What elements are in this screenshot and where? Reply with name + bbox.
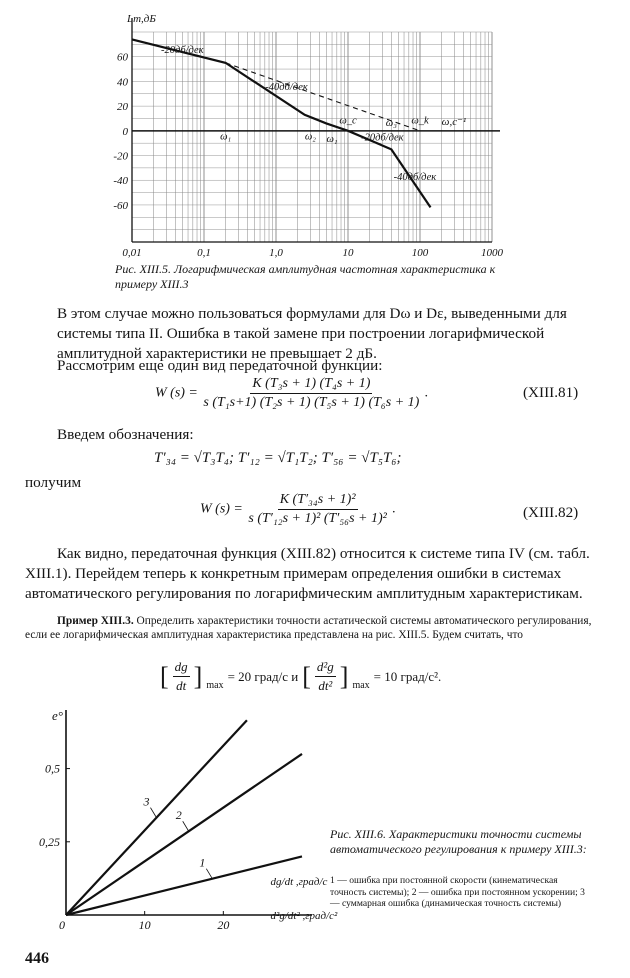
y-axis-label: Lm,дБ xyxy=(127,13,156,25)
cond-f1-num: dg xyxy=(173,659,190,677)
equation-82 xyxy=(200,492,396,527)
x-tick-label: 0,01 xyxy=(122,247,142,259)
fig6-legend: 1 — ошибка при постоянной скорости (кинематическая точность системы); 2 — ошибка при постоянном ускорении; 3 — суммарная ошибка (динамическая точность системы) xyxy=(330,875,585,909)
chart-annotation: -40дб/дек xyxy=(393,172,437,184)
cond-eq-2: = 10 град/с². xyxy=(373,668,442,684)
error-chart xyxy=(30,700,338,955)
eq82-lhs: W (s) = xyxy=(200,501,243,517)
y-tick-label: -60 xyxy=(113,199,128,212)
y-tick-label: 0,25 xyxy=(39,834,60,849)
eq81-numerator: K (T₃s + 1) (T₄s + 1) xyxy=(250,376,372,394)
chart-annotation: -20дб/дек xyxy=(361,132,404,144)
y-tick-label: 40 xyxy=(117,76,128,89)
series-line-3 xyxy=(66,720,247,915)
cond-f2-num: d²g xyxy=(315,659,336,677)
paragraph-4: получим xyxy=(25,474,82,491)
example-paragraph xyxy=(25,615,595,642)
paragraph-1: В этом случае можно пользоваться формулами для Dω и Dε, выведенными для системы типа II. Ошибка в такой замене при построении логарифмической амплитудной характеристики не превышает 2 дБ. xyxy=(57,305,567,362)
x-tick-label: 10 xyxy=(138,918,151,932)
cond-f2-den: dt² xyxy=(318,678,333,693)
eq82-tail: . xyxy=(392,501,396,517)
chart-tick-labels xyxy=(39,762,229,932)
chart-annotations xyxy=(161,45,436,183)
y-tick-label: 60 xyxy=(117,51,128,64)
notation-line: T′₃₄ = √T₃T₄; T′₁₂ = √T₁T₂; T′₅₆ = √T₅T₆; xyxy=(154,450,402,466)
y-tick-label: -40 xyxy=(113,175,128,188)
x-tick-label: 10 xyxy=(342,247,354,259)
x-axis-label-upper: dg/dt ,град/с xyxy=(270,876,328,888)
paragraph-2: Рассмотрим еще один вид передаточной функции: xyxy=(57,357,383,374)
eq81-tail: . xyxy=(424,385,429,401)
eq81-lhs: W (s) = xyxy=(155,385,198,401)
chart-annotation: -40дб/дек xyxy=(265,82,308,94)
x-axis-label: ω,c⁻¹ xyxy=(441,115,467,128)
cond-eq-1: = 20 град/с и xyxy=(227,668,299,684)
paragraph-3: Введем обозначения: xyxy=(57,426,194,443)
x-axis-label-lower: d²g/dt² ,град/с² xyxy=(270,910,338,922)
x-tick-label: 1000 xyxy=(481,247,503,259)
cond-f1-den: dt xyxy=(176,678,187,693)
x-tick-label: 20 xyxy=(217,918,230,932)
chart-annotation: ω_k xyxy=(411,115,429,127)
y-tick-label: 0 xyxy=(122,125,128,138)
page-number: 446 xyxy=(25,950,49,967)
chart-annotation: ω₁ xyxy=(326,133,338,145)
eq81-denominator: s (T₁s+1) (T₂s + 1) (T₅s + 1) (T₆s + 1) xyxy=(203,395,420,410)
fig5-caption: Рис. XIII.5. Логарифмическая амплитудная частотная характеристика к примеру XIII.3 xyxy=(115,262,496,291)
series-leader xyxy=(150,808,156,818)
series-label: 3 xyxy=(143,794,150,809)
y-tick-label: 20 xyxy=(117,101,128,114)
x-tick-label: 0 xyxy=(59,918,65,932)
chart-annotation: -20дб/дек xyxy=(161,45,204,56)
x-tick-label: 1,0 xyxy=(269,247,283,259)
fig6-caption: Рис. XIII.6. Характеристики точности системы автоматического регулирования к примеру XIII.3: xyxy=(330,827,587,856)
cond-sub-1: max xyxy=(206,680,224,691)
chart-series xyxy=(66,720,302,915)
lm-chart xyxy=(100,10,520,260)
y-tick-label: 0,5 xyxy=(45,761,60,776)
series-label: 1 xyxy=(199,855,206,870)
y-axis-label: e° xyxy=(52,708,63,723)
series-leader xyxy=(183,821,189,831)
example-label: Пример XIII.3. xyxy=(57,615,134,627)
cond-sub-2: max xyxy=(352,680,370,691)
eq81-number: (XIII.81) xyxy=(523,384,579,401)
x-tick-label: 0,1 xyxy=(197,247,211,259)
series-line-1 xyxy=(66,856,302,915)
equation-81 xyxy=(155,376,428,411)
y-tick-label: -20 xyxy=(113,150,128,163)
chart-annotation: ω₂ xyxy=(304,131,316,143)
eq82-number: (XIII.82) xyxy=(523,504,579,521)
eq82-denominator: s (T′₁₂s + 1)² (T′₅₆s + 1)² xyxy=(248,511,387,526)
series-line-2 xyxy=(66,754,302,915)
series-leader xyxy=(206,869,212,879)
paragraph-5: Как видно, передаточная функция (XIII.82) относится к системе типа IV (см. табл. XIII.1). Перейдем теперь к конкретным примерам определения ошибки в системах автоматического регулирования по логарифмическим амплитудным характеристикам. xyxy=(25,545,590,602)
chart-annotation: ω₁ xyxy=(220,131,232,143)
x-tick-label: 100 xyxy=(411,247,429,259)
eq82-numerator: K (T′₃₄s + 1)² xyxy=(278,492,358,510)
condition-formula: [ $\frac{dg}{dt}$ ] max = 20 град/с и [ $\frac{\text{d²g}}{\text{dt²}}$ ] max = 10 град/с². xyxy=(160,659,442,693)
example-text: Определить характеристики точности астатической системы автоматического регулирования, если ее логарифмическая амплитудная характеристика представлена на рис. XIII.5. Будем считать, что xyxy=(25,615,592,641)
series-label: 2 xyxy=(175,808,182,823)
chart-annotation: ω₃ xyxy=(385,117,397,129)
chart-annotation: ω_c xyxy=(339,115,357,127)
